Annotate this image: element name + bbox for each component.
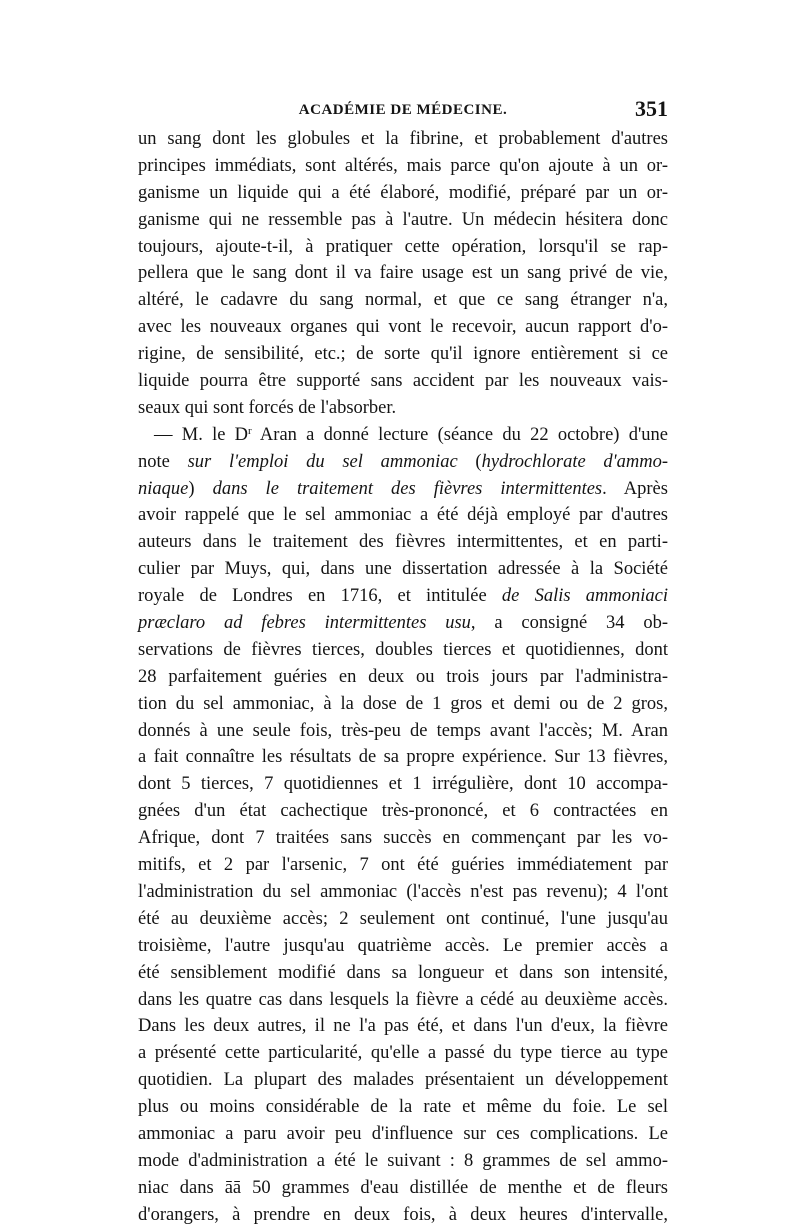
text-line: ammoniac a paru avoir peu d'influence sur ces complications. Le [138,1123,668,1144]
text-line: rigine, de sensibilité, etc.; de sorte qu'il ignore entièrement si ce [138,344,668,365]
text-line: niac dans āā 50 grammes d'eau distillée de menthe et de fleurs [138,1177,668,1198]
text-segment: Aran a donné lecture (séance du 22 octobre) d'une [251,424,668,445]
text-line: plus ou moins considérable de la rate et même du foie. Le sel [138,1097,668,1118]
text-line: mitifs, et 2 par l'arsenic, 7 ont été guéries immédiatement par [138,855,668,876]
text-line: liquide pourra être supporté sans accident par les nouveaux vais- [138,371,668,392]
text-line: mode d'administration a été le suivant : 8 grammes de sel ammo- [138,1150,668,1171]
text-segment: . Après [602,478,668,499]
text-line: pellera que le sang dont il va faire usage est un sang privé de vie, [138,263,668,284]
text-line: donnés à une seule fois, très-peu de temps avant l'accès; M. Aran [138,720,668,741]
text-segment: , a consigné 34 ob- [470,613,668,634]
text-line: dont 5 tierces, 7 quotidiennes et 1 irrégulière, dont 10 accompa- [138,774,668,795]
text-line: été au deuxième accès; 2 seulement ont continué, l'une jusqu'au [138,908,668,929]
text-line [138,422,668,449]
text-line: dans les quatre cas dans lesquels la fièvre a cédé au deuxième accès. [138,989,668,1010]
running-title: ACADÉMIE DE MÉDECINE. [298,102,508,118]
text-segment: ( [457,451,482,472]
page-number: 351 [635,96,668,121]
text-segment: note [138,451,188,472]
text-line [138,476,668,503]
text-line: seaux qui sont forcés de l'absorber. [138,397,397,418]
text-line: servations de fièvres tierces, doubles tierces et quotidiennes, dont [138,639,668,660]
text-line: quotidien. La plupart des malades présentaient un développement [138,1070,668,1091]
italic-text: niaque [138,478,189,499]
text-line [138,583,668,610]
italic-text: dans le traitement des fièvres intermittentes [212,478,603,499]
text-line: 28 parfaitement guéries en deux ou trois jours par l'administra- [138,666,668,687]
text-line: tion du sel ammoniac, à la dose de 1 gros et demi ou de 2 gros, [138,693,668,714]
superscript-text: r [248,424,252,437]
text-line: toujours, ajoute-t-il, à pratiquer cette opération, lorsqu'il se rap- [138,236,668,257]
text-line: avoir rappelé que le sel ammoniac a été déjà employé par d'autres [138,505,668,526]
italic-text: hydrochlorate d'ammo- [481,451,668,472]
text-segment: — M. le D [154,424,249,445]
text-line: d'orangers, à prendre en deux fois, à deux heures d'intervalle, [138,1204,668,1225]
text-line: auteurs dans le traitement des fièvres intermittentes, et en parti- [138,532,668,553]
text-line: troisième, l'autre jusqu'au quatrième accès. Le premier accès a [138,935,668,956]
text-line: été sensiblement modifié dans sa longueur et dans son intensité, [138,962,668,983]
text-line: principes immédiats, sont altérés, mais parce qu'on ajoute à un or- [138,155,668,176]
text-segment: ) [188,478,213,499]
text-line [138,610,668,637]
text-line [138,449,668,476]
text-line: Afrique, dont 7 traitées sans succès en commençant par les vo- [138,828,668,849]
text-line: culier par Muys, qui, dans une dissertation adressée à la Société [138,559,668,580]
text-line: un sang dont les globules et la fibrine, et probablement d'autres [138,129,668,149]
text-line: ganisme qui ne ressemble pas à l'autre. Un médecin hésitera donc [138,209,668,230]
running-head [138,96,668,126]
text-line: altéré, le cadavre du sang normal, et que ce sang étranger n'a, [138,290,668,311]
italic-text: sur l'emploi du sel ammoniac [187,451,458,472]
text-line: a présenté cette particularité, qu'elle a passé du type tierce au type [138,1043,668,1064]
italic-text: de Salis ammoniaci [501,586,668,607]
text-line: l'administration du sel ammoniac (l'accès n'est pas revenu); 4 l'ont [138,881,668,902]
italic-text: præclaro ad febres intermittentes usu [138,613,471,634]
text-segment: royale de Londres en 1716, et intitulée [138,586,502,607]
text-line: Dans les deux autres, il ne l'a pas été, et dans l'un d'eux, la fièvre [138,1016,668,1037]
body-text [138,126,668,1229]
text-line: a fait connaître les résultats de sa propre expérience. Sur 13 fièvres, [138,747,668,768]
text-line: avec les nouveaux organes qui vont le recevoir, aucun rapport d'o- [138,317,668,338]
text-line: gnées d'un état cachectique très-prononcé, et 6 contractées en [138,801,668,822]
text-line: ganisme un liquide qui a été élaboré, modifié, préparé par un or- [138,182,668,203]
